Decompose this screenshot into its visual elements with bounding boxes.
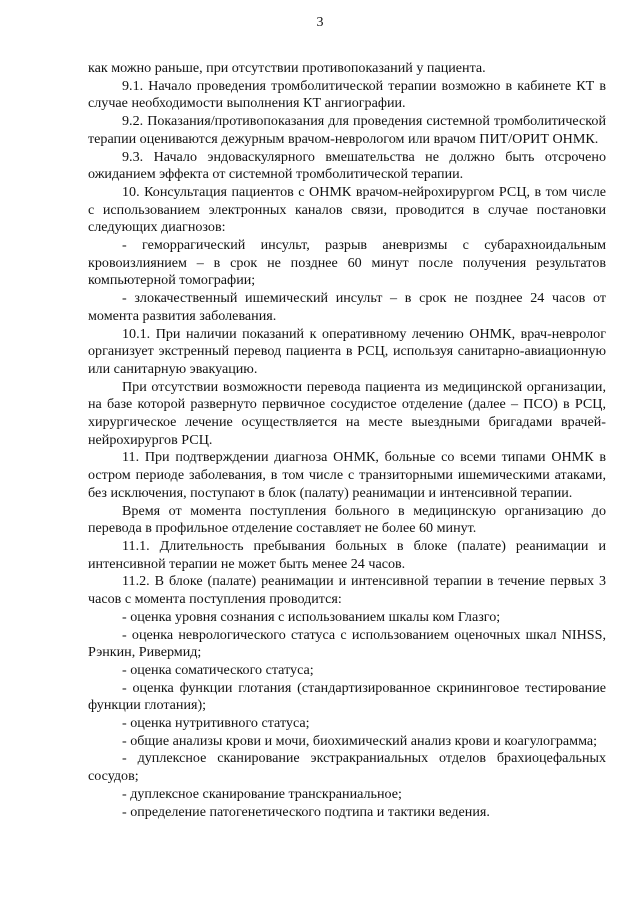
- document-body: [88, 60, 606, 821]
- paragraph: При отсутствии возможности перевода пациента из медицинской организации, на базе которой развернуто первичное сосудистое отделение (далее – ПСО) в РСЦ, хирургическое лечение осуществляется на месте выездными бригадами врачей-нейрохирургов РСЦ.: [88, 378, 606, 448]
- list-item: - оценка нутритивного статуса;: [122, 715, 310, 732]
- paragraph: 9.3. Начало эндоваскулярного вмешательства не должно быть отсрочено ожиданием эффекта от системной тромболитической терапии.: [88, 148, 606, 183]
- paragraph: 11.2. В блоке (палате) реанимации и интенсивной терапии в течение первых 3 часов с момента поступления проводится:: [88, 573, 606, 608]
- list-item: - оценка функции глотания (стандартизированное скрининговое тестирование функции глотания);: [88, 679, 606, 714]
- paragraph: 9.2. Показания/противопоказания для проведения системной тромболитической терапии оцениваются дежурным врачом-неврологом или врачом ПИТ/ОРИТ ОНМК.: [88, 113, 606, 147]
- list-item: - оценка уровня сознания с использованием шкалы ком Глазго;: [122, 608, 501, 625]
- paragraph: 10. Консультация пациентов с ОНМК врачом-нейрохирургом РСЦ, в том числе с использованием электронных каналов связи, проводится в случае постановки следующих диагнозов:: [88, 183, 606, 236]
- paragraph: 10.1. При наличии показаний к оперативному лечению ОНМК, врач-невролог организует экстренный перевод пациента в РСЦ, используя санитарно-авиационную или санитарную эвакуацию.: [88, 325, 606, 377]
- list-item: - общие анализы крови и мочи, биохимический анализ крови и коагулограмма;: [122, 732, 598, 749]
- list-item: - дуплексное сканирование экстракраниальных отделов брахиоцефальных сосудов;: [88, 750, 606, 785]
- list-item: - оценка соматического статуса;: [122, 661, 314, 678]
- list-item: - злокачественный ишемический инсульт – в срок не позднее 24 часов от момента развития заболевания.: [88, 290, 606, 324]
- list-item: - определение патогенетического подтипа и тактики ведения.: [122, 803, 490, 820]
- paragraph: 11.1. Длительность пребывания больных в блоке (палате) реанимации и интенсивной терапии не может быть менее 24 часов.: [88, 537, 606, 572]
- paragraph: 9.1. Начало проведения тромболитической терапии возможно в кабинете КТ в случае необходимости выполнения КТ ангиографии.: [88, 77, 606, 112]
- page-number: 3: [316, 15, 324, 30]
- list-item: - геморрагический инсульт, разрыв аневризмы с субарахноидальным кровоизлиянием – в срок не позднее 60 минут после получения результатов компьютерной томографии;: [88, 237, 606, 289]
- list-item: - оценка неврологического статуса с использованием оценочных шкал NIHSS, Рэнкин, Ривермид;: [88, 626, 606, 661]
- paragraph: как можно раньше, при отсутствии противопоказаний у пациента.: [88, 60, 486, 76]
- paragraph: 11. При подтверждении диагноза ОНМК, больные со всеми типами ОНМК в остром периоде заболевания, в том числе с транзиторными ишемическими атаками, без исключения, поступают в блок (палату) реанимации и интенсивной терапии.: [88, 449, 606, 501]
- list-item: - дуплексное сканирование транскраниальное;: [122, 785, 402, 802]
- paragraph: Время от момента поступления больного в медицинскую организацию до перевода в профильное отделение составляет не более 60 минут.: [88, 502, 606, 537]
